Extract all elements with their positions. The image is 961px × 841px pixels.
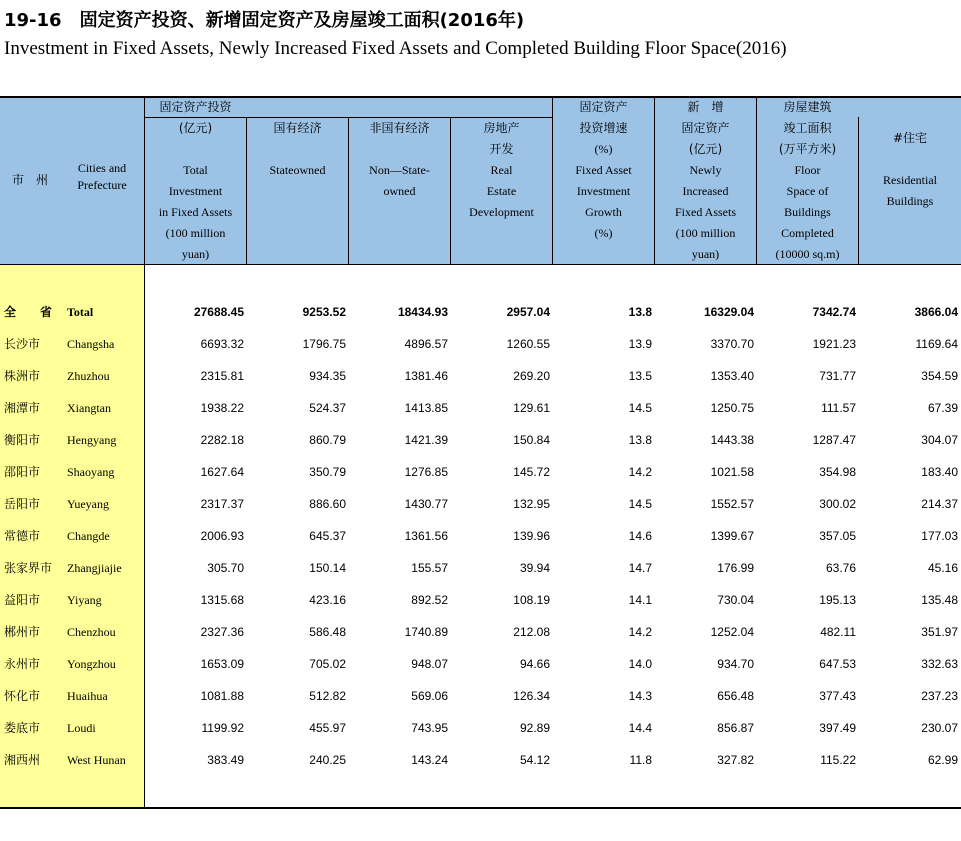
table-cell: 730.04 <box>717 593 754 607</box>
header-investment-group: 固定资产投资 <box>159 100 232 114</box>
table-row <box>0 392 961 424</box>
table-cell: 13.9 <box>628 337 652 351</box>
table-cell: 1353.40 <box>710 369 754 383</box>
table-row <box>0 456 961 488</box>
table-row <box>0 680 961 712</box>
city-name-zh: 郴州市 <box>4 625 41 639</box>
table-cell: 1938.22 <box>200 401 244 415</box>
header-floor-space: 房屋建筑 竣工面积 (万平方米) Floor Space of Buildings Completed (10000 sq.m) <box>775 100 840 261</box>
table-cell: 2315.81 <box>200 369 244 383</box>
table-cell: 304.07 <box>921 433 958 447</box>
page-title-chinese: 19-16 固定资产投资、新增固定资产及房屋竣工面积(2016年) <box>4 10 525 31</box>
table-cell: 14.6 <box>628 529 652 543</box>
table-cell: 39.94 <box>519 561 550 575</box>
table-cell: 354.59 <box>921 369 958 383</box>
city-name-en: Yongzhou <box>67 657 116 671</box>
table-cell: 1796.75 <box>302 337 346 351</box>
table-cell: 934.35 <box>309 369 346 383</box>
table-cell: 1421.39 <box>404 433 448 447</box>
table-cell: 351.97 <box>921 625 958 639</box>
table-cell: 354.98 <box>819 465 856 479</box>
table-row <box>0 360 961 392</box>
table-cell: 13.5 <box>628 369 652 383</box>
table-cell: 1443.38 <box>710 433 754 447</box>
table-cell: 18434.93 <box>397 305 448 319</box>
table-cell: 1199.92 <box>201 721 244 735</box>
table-row <box>0 712 961 744</box>
table-cell: 2327.36 <box>200 625 244 639</box>
table-cell: 62.99 <box>927 753 958 767</box>
table-cell: 377.43 <box>819 689 856 703</box>
city-name-zh: 娄底市 <box>4 721 41 735</box>
table-cell: 934.70 <box>717 657 754 671</box>
table-cell: 423.16 <box>309 593 346 607</box>
city-name-en: Shaoyang <box>67 465 115 479</box>
table-cell: 1081.88 <box>200 689 244 703</box>
table-cell: 886.60 <box>309 497 346 511</box>
table-cell: 92.89 <box>519 721 550 735</box>
table-cell: 4896.57 <box>404 337 448 351</box>
table-cell: 14.5 <box>628 497 652 511</box>
table-cell: 1430.77 <box>404 497 448 511</box>
table-cell: 705.02 <box>309 657 346 671</box>
table-cell: 230.07 <box>921 721 958 735</box>
city-name-zh: 湘西州 <box>4 753 41 767</box>
table-row <box>0 520 961 552</box>
table-cell: 3866.04 <box>914 305 958 319</box>
table-cell: 656.48 <box>717 689 754 703</box>
table-row <box>0 424 961 456</box>
table-cell: 948.07 <box>411 657 448 671</box>
table-cell: 139.96 <box>513 529 550 543</box>
table-cell: 743.95 <box>411 721 448 735</box>
table-cell: 195.13 <box>819 593 856 607</box>
table-cell: 13.8 <box>628 433 652 447</box>
table-cell: 27688.45 <box>193 305 244 319</box>
table-cell: 240.25 <box>309 753 346 767</box>
city-name-zh: 全 省 <box>4 305 59 319</box>
city-name-en: Yueyang <box>67 497 109 511</box>
header-city-en: Cities and Prefecture <box>77 161 127 192</box>
table-cell: 94.66 <box>519 657 550 671</box>
table-cell: 6693.32 <box>200 337 244 351</box>
table-cell: 214.37 <box>921 497 958 511</box>
table-cell: 397.49 <box>819 721 856 735</box>
city-name-en: Changsha <box>67 337 115 351</box>
table-cell: 14.2 <box>628 465 652 479</box>
table-cell: 1653.09 <box>200 657 244 671</box>
city-name-zh: 衡阳市 <box>4 433 41 447</box>
table-cell: 1287.47 <box>812 433 856 447</box>
page-title-english: Investment in Fixed Assets, Newly Increased Fixed Assets and Completed Building Floor Space(2016) <box>4 38 787 59</box>
header-growth: 固定资产 投资增速 (%) Fixed Asset Investment Growth (%) <box>575 100 632 240</box>
table-cell: 183.40 <box>921 465 958 479</box>
table-cell: 54.12 <box>519 753 550 767</box>
city-name-zh: 长沙市 <box>4 337 41 351</box>
table-cell: 856.87 <box>717 721 754 735</box>
table-cell: 1552.57 <box>710 497 754 511</box>
header-residential: #住宅 Residential Buildings <box>883 131 937 208</box>
table-row <box>0 584 961 616</box>
table-cell: 237.23 <box>921 689 958 703</box>
table-cell: 16329.04 <box>703 305 754 319</box>
table-cell: 3370.70 <box>710 337 754 351</box>
table-cell: 132.95 <box>513 497 550 511</box>
table-cell: 45.16 <box>927 561 958 575</box>
table-cell: 145.72 <box>513 465 550 479</box>
city-name-en: Loudi <box>67 721 96 735</box>
header-total-investment: (亿元) Total Investment in Fixed Assets (100 million yuan) <box>158 121 233 261</box>
table-cell: 892.52 <box>411 593 448 607</box>
table-cell: 1361.56 <box>404 529 448 543</box>
table-cell: 332.63 <box>921 657 958 671</box>
table-cell: 111.57 <box>821 401 856 415</box>
city-name-en: Changde <box>67 529 110 543</box>
city-name-zh: 张家界市 <box>4 561 53 575</box>
table-cell: 14.2 <box>628 625 652 639</box>
table-cell: 14.5 <box>628 401 652 415</box>
table-cell: 14.3 <box>628 689 652 703</box>
table-row <box>0 744 961 776</box>
table-cell: 731.77 <box>819 369 856 383</box>
table-row <box>0 552 961 584</box>
table-cell: 14.7 <box>628 561 652 575</box>
header-non-state: 非国有经济 Non—State- owned <box>369 121 430 198</box>
table-cell: 524.37 <box>309 401 346 415</box>
table-cell: 1169.64 <box>915 337 958 351</box>
city-name-en: Xiangtan <box>67 401 111 415</box>
city-name-zh: 湘潭市 <box>4 401 41 415</box>
table-cell: 2957.04 <box>506 305 550 319</box>
city-name-en: Zhangjiajie <box>67 561 122 575</box>
table-cell: 212.08 <box>513 625 550 639</box>
city-name-zh: 常德市 <box>4 529 41 543</box>
table-cell: 14.0 <box>628 657 652 671</box>
city-name-zh: 怀化市 <box>4 689 41 703</box>
table-cell: 143.24 <box>411 753 448 767</box>
city-name-zh: 株洲市 <box>4 369 41 383</box>
table-cell: 1627.64 <box>200 465 244 479</box>
table-cell: 647.53 <box>819 657 856 671</box>
table-cell: 383.49 <box>207 753 244 767</box>
city-name-en: Huaihua <box>67 689 108 703</box>
table-cell: 1315.68 <box>200 593 244 607</box>
table-cell: 14.1 <box>628 593 652 607</box>
table-cell: 1740.89 <box>404 625 448 639</box>
table-cell: 115.22 <box>820 753 856 767</box>
table-row <box>0 648 961 680</box>
table-cell: 1252.04 <box>710 625 754 639</box>
city-name-en: Chenzhou <box>67 625 116 639</box>
table-cell: 1413.85 <box>404 401 448 415</box>
table-row <box>0 328 961 360</box>
table-cell: 14.4 <box>628 721 652 735</box>
table-cell: 176.99 <box>717 561 754 575</box>
table-cell: 9253.52 <box>302 305 346 319</box>
table-cell: 2282.18 <box>200 433 244 447</box>
table-cell: 155.57 <box>411 561 448 575</box>
table-cell: 1021.58 <box>710 465 754 479</box>
table-cell: 2317.37 <box>200 497 244 511</box>
header-newly-increased: 新 增 固定资产 (亿元) Newly Increased Fixed Assets (100 million yuan) <box>674 100 736 261</box>
city-name-en: Total <box>67 305 94 319</box>
city-name-zh: 邵阳市 <box>4 465 41 479</box>
header-real-estate: 房地产 开发 Real Estate Development <box>469 121 534 219</box>
table-cell: 7342.74 <box>812 305 856 319</box>
table-cell: 1250.75 <box>710 401 754 415</box>
table-cell: 177.03 <box>921 529 958 543</box>
table-cell: 586.48 <box>309 625 346 639</box>
table-cell: 108.19 <box>513 593 550 607</box>
table-cell: 150.14 <box>309 561 346 575</box>
table-row <box>0 616 961 648</box>
table-cell: 305.70 <box>207 561 244 575</box>
table-cell: 129.61 <box>513 401 550 415</box>
table-cell: 135.48 <box>921 593 958 607</box>
table-cell: 1260.55 <box>506 337 550 351</box>
table-cell: 327.82 <box>717 753 754 767</box>
header-city-zh: 市 州 <box>11 173 48 187</box>
table-cell: 569.06 <box>411 689 448 703</box>
table-cell: 11.8 <box>629 753 652 767</box>
city-name-zh: 益阳市 <box>4 593 41 607</box>
table-cell: 357.05 <box>819 529 856 543</box>
city-name-zh: 岳阳市 <box>4 497 41 511</box>
table-cell: 350.79 <box>309 465 346 479</box>
table-cell: 455.97 <box>309 721 346 735</box>
table-row <box>0 488 961 520</box>
city-name-en: West Hunan <box>67 753 126 767</box>
city-name-en: Yiyang <box>67 593 102 607</box>
table-cell: 645.37 <box>309 529 346 543</box>
table-cell: 126.34 <box>513 689 550 703</box>
table-cell: 63.76 <box>825 561 856 575</box>
table-cell: 1276.85 <box>404 465 448 479</box>
header-stateowned: 国有经济 Stateowned <box>269 121 326 177</box>
table-cell: 1381.46 <box>404 369 448 383</box>
table-cell: 1921.23 <box>812 337 856 351</box>
table-cell: 482.11 <box>820 625 856 639</box>
table-cell: 512.82 <box>309 689 346 703</box>
city-name-en: Zhuzhou <box>67 369 110 383</box>
table-row-total <box>0 296 961 328</box>
city-name-en: Hengyang <box>67 433 117 447</box>
table-cell: 2006.93 <box>200 529 244 543</box>
table-cell: 150.84 <box>513 433 550 447</box>
table-cell: 1399.67 <box>710 529 754 543</box>
table-cell: 269.20 <box>513 369 550 383</box>
table-cell: 300.02 <box>819 497 856 511</box>
city-name-zh: 永州市 <box>4 657 41 671</box>
table-cell: 67.39 <box>927 401 958 415</box>
table-cell: 860.79 <box>309 433 346 447</box>
table-cell: 13.8 <box>628 305 652 319</box>
